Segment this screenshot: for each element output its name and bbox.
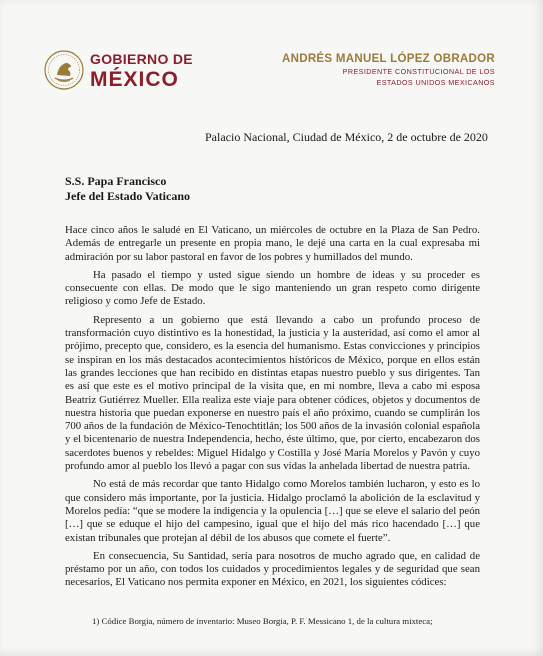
letter-body (65, 224, 480, 595)
paragraph: Ha pasado el tiempo y usted sigue siendo un hombre de ideas y su proceder es consecuente con ellas. De modo que le sigo manteniendo un gran respeto como dirigente religioso y como Jefe de Estado. (65, 268, 480, 308)
president-title-2: ESTADOS UNIDOS MEXICANOS (376, 78, 495, 87)
paragraph: En consecuencia, Su Santidad, sería para nosotros de mucho agrado que, en calidad de préstamo por un año, con todos los cuidados y procedimientos legales y de seguridad que sean necesarios, El Vaticano nos permita exponer en México, en 2021, los siguientes códices: (65, 549, 480, 589)
list-item: 1) Códice Borgia, número de inventario: Museo Borgia, P. F. Messicano 1, de la cultura mixteca; (92, 616, 433, 626)
paragraph: No está de más recordar que tanto Hidalgo como Morelos también lucharon, y esto es lo que considero más importante, por la justicia. Hidalgo proclamó la abolición de la esclavitud y Morelos pedía: “que se modere la indigencia y la opulencia […] que se eleve el salario del peón […] que se eduque el hijo del campesino, igual que el hijo del más rico hacendado […] que existan tribunales que protejan al débil de los abusos que comete el fuerte”. (65, 478, 480, 544)
paragraph: Represento a un gobierno que está llevando a cabo un profundo proceso de transformación cuyo distintivo es la honestidad, la justicia y la austeridad, así como el amor al prójimo, precepto que, considero, es la esencia del humanismo. Estas convicciones y principios se inspiran en los más destacados acontecimientos históricos de México, porque en ellos están las grandes lecciones que han recibido en distintas etapas nuestro pueblo y sus dirigentes. Tan es así que este es el motivo principal de la visita que, en mi nombre, lleva a cabo mi esposa Beatriz Gutiérrez Mueller. Ella realiza este viaje para obtener códices, objetos y documentos de nuestra historia que puedan exponerse en nuestro país el año próximo, cuando se cumplirán los 700 años de la fundación de México-Tenochtitlán; los 500 años de la invasión colonial española y el bicentenario de nuestra Independencia, hecho, éste último, que, por cierto, encabezaron dos sacerdotes buenos y rebeldes: Miguel Hidalgo y Costilla y José María Morelos y Pavón y cuyo profundo amor al pueblo los llevó a pagar con sus vidas la anhelada libertad de nuestra patria. (65, 313, 480, 473)
recipient-title: Jefe del Estado Vaticano (65, 189, 191, 203)
recipient-block (65, 174, 190, 204)
president-name: ANDRÉS MANUEL LÓPEZ OBRADOR (282, 53, 495, 65)
government-logo (90, 52, 193, 90)
gov-line-2: MÉXICO (90, 68, 179, 91)
national-seal-icon (44, 50, 84, 90)
president-header (282, 53, 495, 87)
paragraph: Hace cinco años le saludé en El Vaticano, un miércoles de octubre en la Plaza de San Pedro. Además de entregarle un presente en propia mano, le dejé una carta en la cual expresaba mi admiración por su labor pastoral en favor de los pobres y humillados del mundo. (65, 224, 480, 263)
recipient-name: S.S. Papa Francisco (65, 174, 167, 188)
letter-date: Palacio Nacional, Ciudad de México, 2 de octubre de 2020 (205, 130, 488, 144)
gov-line-1: GOBIERNO DE (90, 51, 193, 67)
president-title-1: PRESIDENTE CONSTITUCIONAL DE LOS (342, 67, 495, 76)
